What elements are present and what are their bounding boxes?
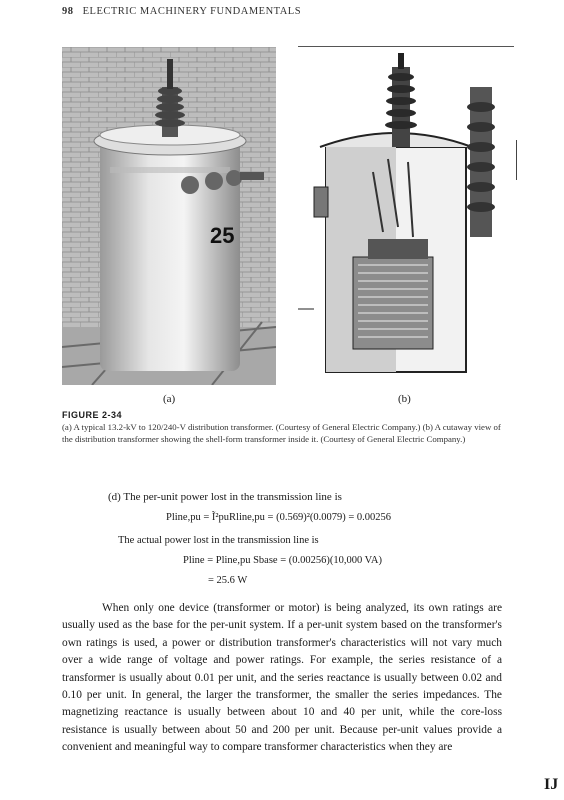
figure-b-cutaway bbox=[298, 47, 514, 385]
unit-number-marking: 25 bbox=[210, 223, 235, 248]
running-header bbox=[62, 6, 301, 17]
running-title: ELECTRIC MACHINERY FUNDAMENTALS bbox=[82, 6, 302, 17]
equation-per-unit-loss: Pline,pu = Ĩ²puRline,pu = (0.569)²(0.0079) = 0.00256 bbox=[166, 512, 392, 523]
equation-result: = 25.6 W bbox=[208, 575, 248, 586]
figure-label-b: (b) bbox=[398, 393, 411, 405]
page-number: 98 bbox=[62, 6, 74, 17]
equation-actual-loss: Pline = Pline,pu Sbase = (0.00256)(10,000 VA) bbox=[183, 555, 382, 566]
equation-intro: (d) The per-unit power lost in the transmission line is bbox=[108, 491, 342, 503]
figure-a-photo bbox=[62, 47, 276, 385]
cutaway-illustration bbox=[298, 47, 514, 385]
equation-note: The actual power lost in the transmission line is bbox=[118, 535, 319, 546]
figure-label-a: (a) bbox=[163, 393, 176, 405]
figure-title: FIGURE 2-34 bbox=[62, 410, 123, 420]
margin-tick bbox=[516, 140, 517, 180]
figure-caption: (a) A typical 13.2-kV to 120/240-V distribution transformer. (Courtesy of General Electric Company.) (b) A cutaway view of the distribution transformer showing the shell-form transformer inside it. (Courtesy of General Electric Company.) bbox=[62, 422, 501, 444]
page-edge-mark: IJ bbox=[544, 776, 559, 793]
transformer-photo-illustration bbox=[62, 47, 276, 385]
body-paragraph: When only one device (transformer or motor) is being analyzed, its own ratings are usually used as the base for the per-unit system. If a per-unit system based on the transformer's own ratings is used, a power or distribution transformer's characteristics will not vary much over a wide range of voltage and power ratings. For example, the series resistance of a transformer is usually about 0.01 per unit, and the series reactance is usually between 0.02 and 0.10 per unit. In general, the larger the transformer, the smaller the series impedances. The magnetizing reactance is usually between about 10 and 40 per unit, while the core-loss resistance is usually between about 50 and 200 per unit. Because per-unit values provide a convenient and meaningful way to compare transformer characteristics when they are bbox=[62, 602, 502, 754]
